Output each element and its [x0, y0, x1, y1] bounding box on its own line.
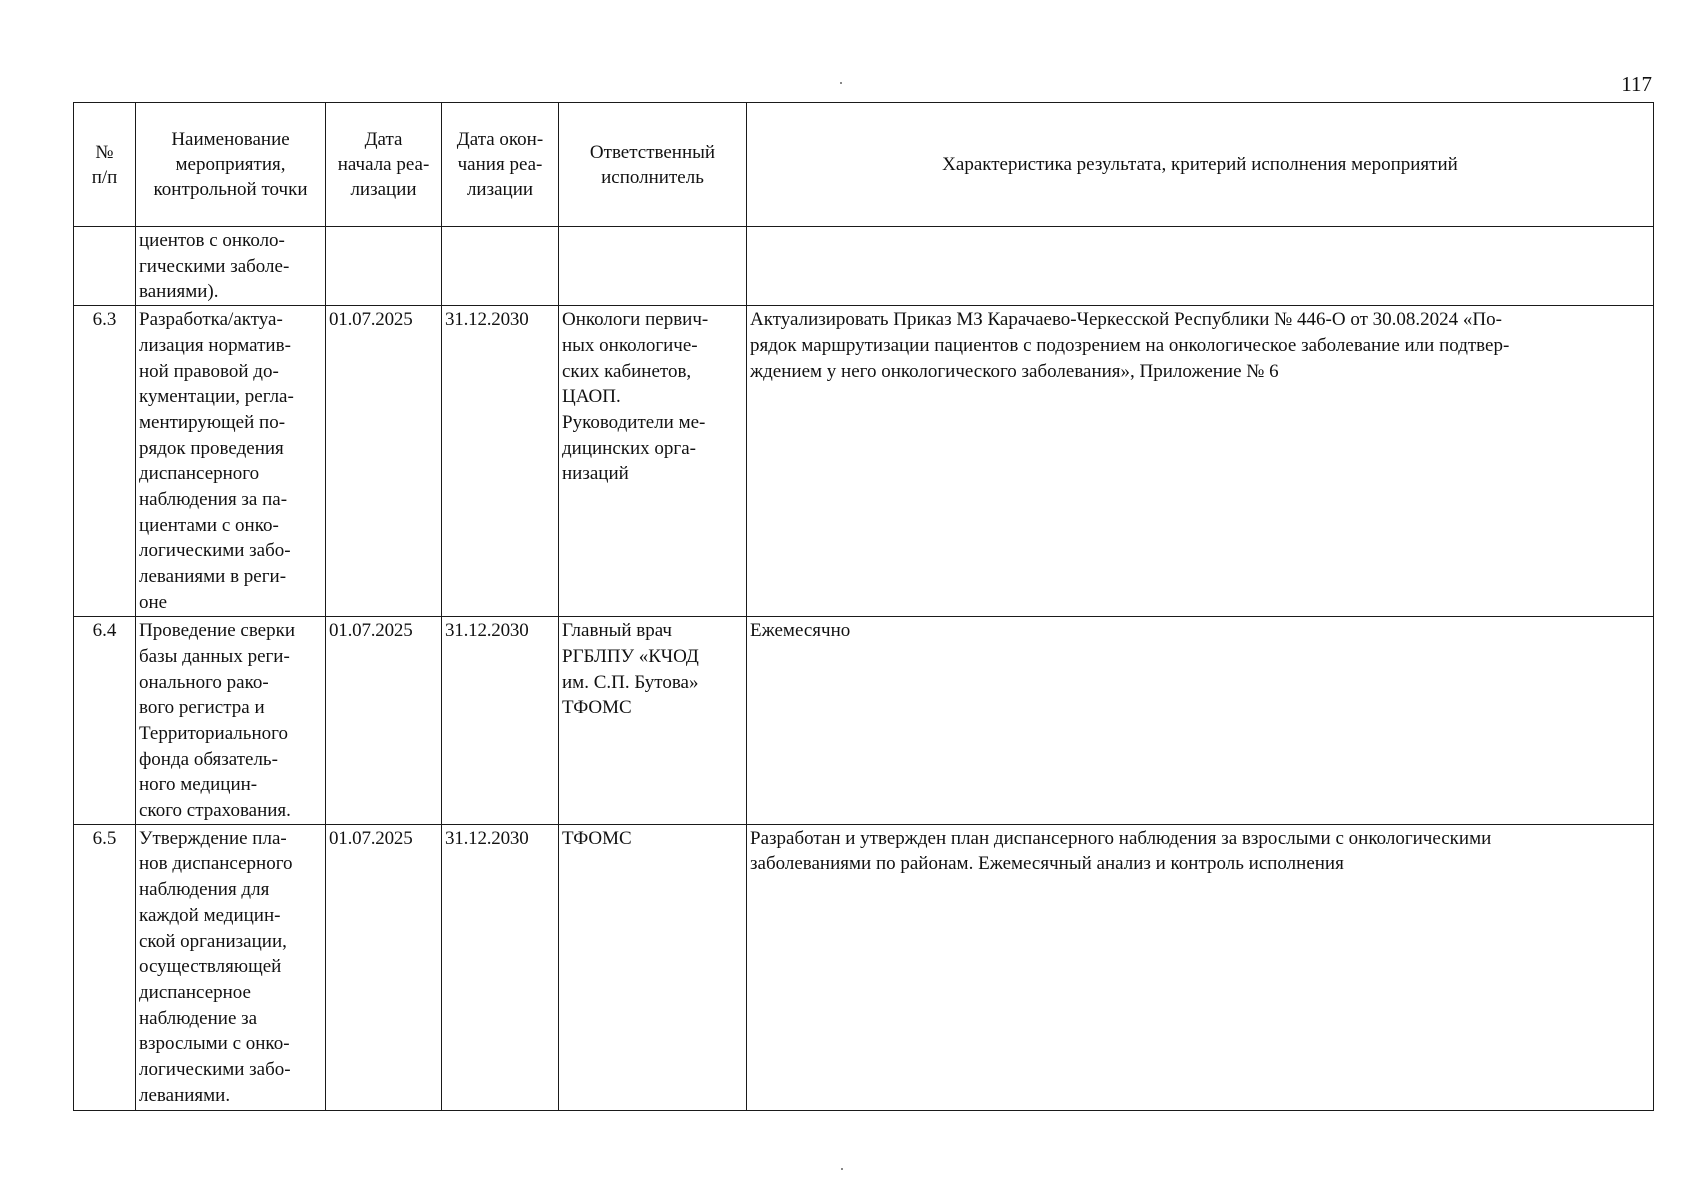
cell-name: Утверждение пла- нов диспансерного наблюдения для каждой медицин- ской организации, осуществляющей диспансерное наблюдение за взрослыми с онко- логическими забо- леваниями. — [136, 824, 326, 1110]
cell-num — [74, 227, 136, 306]
cell-responsible: ТФОМС — [559, 824, 747, 1110]
header-end-date: Дата окон- чания реа- лизации — [442, 103, 559, 227]
cell-result: Разработан и утвержден план диспансерного наблюдения за взрослыми с онкологическими заболеваниями по районам. Ежемесячный анализ и контроль исполнения — [747, 824, 1654, 1110]
cell-start-date — [326, 227, 442, 306]
scan-speck — [840, 82, 842, 84]
header-start-date: Дата начала реа- лизации — [326, 103, 442, 227]
cell-end-date: 31.12.2030 — [442, 824, 559, 1110]
cell-end-date: 31.12.2030 — [442, 306, 559, 617]
cell-name: Разработка/актуа- лизация норматив- ной правовой до- кументации, регла- ментирующей по- рядок проведения диспансерного наблюдения за па- циентами с онко- логическими забо- леваниями в реги- оне — [136, 306, 326, 617]
cell-end-date — [442, 227, 559, 306]
cell-responsible: Главный врач РГБЛПУ «КЧОД им. С.П. Бутова» ТФОМС — [559, 617, 747, 825]
cell-start-date: 01.07.2025 — [326, 306, 442, 617]
cell-num: 6.5 — [74, 824, 136, 1110]
cell-result — [747, 227, 1654, 306]
cell-result: Актуализировать Приказ МЗ Карачаево-Черкесской Республики № 446-О от 30.08.2024 «По- рядок маршрутизации пациентов с подозрением на онкологическое заболевание или подтвер- ждением у него онкологического заболевания», Приложение № 6 — [747, 306, 1654, 617]
table-header-row — [74, 103, 1654, 227]
cell-name: циентов с онколо- гическими заболе- ваниями). — [136, 227, 326, 306]
cell-start-date: 01.07.2025 — [326, 824, 442, 1110]
page-number: 117 — [1621, 72, 1652, 96]
cell-responsible — [559, 227, 747, 306]
cell-start-date: 01.07.2025 — [326, 617, 442, 825]
table-row — [74, 306, 1654, 617]
cell-num: 6.4 — [74, 617, 136, 825]
header-num: № п/п — [74, 103, 136, 227]
activities-table — [73, 102, 1654, 1111]
cell-responsible: Онкологи первич- ных онкологиче- ских кабинетов, ЦАОП. Руководители ме- дицинских орга- низаций — [559, 306, 747, 617]
header-responsible: Ответственный исполнитель — [559, 103, 747, 227]
header-name: Наименование мероприятия, контрольной точки — [136, 103, 326, 227]
cell-end-date: 31.12.2030 — [442, 617, 559, 825]
table-row — [74, 824, 1654, 1110]
cell-result: Ежемесячно — [747, 617, 1654, 825]
cell-name: Проведение сверки базы данных реги- онального рако- вого регистра и Территориального фонда обязатель- ного медицин- ского страхования. — [136, 617, 326, 825]
table-row — [74, 617, 1654, 825]
scan-speck — [841, 1168, 843, 1170]
table-row — [74, 227, 1654, 306]
header-result: Характеристика результата, критерий исполнения мероприятий — [747, 103, 1654, 227]
cell-num: 6.3 — [74, 306, 136, 617]
